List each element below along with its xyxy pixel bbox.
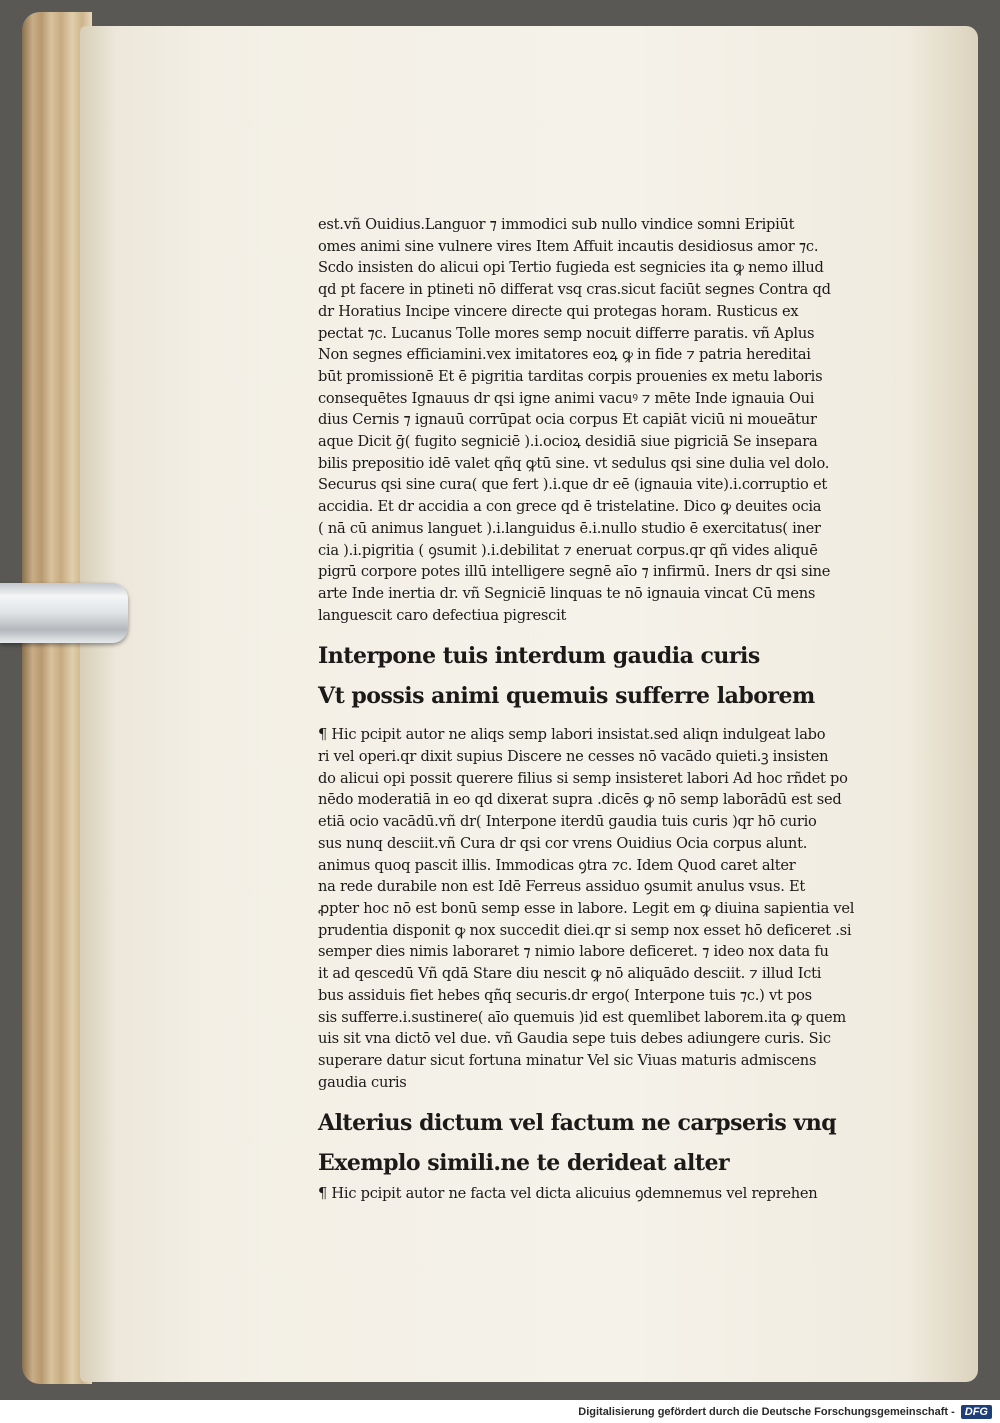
text-line: dr Horatius Incipe vincere directe qui protegas horam. Rusticus ex (318, 302, 799, 320)
text-line: būt promissionē Et ē pigritia tarditas corpis prouenies ex metu laboris (318, 367, 823, 385)
text-line: aque Dicit ḡ( fugito segniciē ).i.ocioꝝ desidiā siue pigriciā Se insepara (318, 433, 818, 451)
commentary-block-1 (318, 214, 918, 626)
text-line: na rede durabile non est Idē Ferreus assiduo ꝯsumit anulus vsus. Et (318, 878, 805, 896)
text-line: gaudia curis (318, 1073, 407, 1091)
text-line: Scdo insisten do alicui opi Tertio fugieda est segnicies ita ꝙ nemo illud (318, 259, 824, 277)
text-line: semper dies nimis laboraret ⁊ nimio labore deficeret. ⁊ ideo nox data fu (318, 943, 829, 961)
text-line: ¶ Hic pcipit autor ne facta vel dicta alicuius ꝯdemnemus vel reprehen (318, 1185, 818, 1203)
text-line: pectat ⁊c. Lucanus Tolle mores semp nocuit differre paratis. vñ Aplus (318, 324, 815, 342)
text-line: bus assiduis fiet hebes qñq securis.dr ergo( Interpone tuis ⁊c.) vt pos (318, 986, 812, 1004)
verse-line: Interpone tuis interdum gaudia curis (318, 643, 760, 670)
text-line: arte Inde inertia dr. vñ Segniciē linquas te nō ignauia vincat Cū mens (318, 584, 816, 602)
footer-bar (0, 1401, 1000, 1423)
text-line: animus quoq pascit illis. Immodicas ꝯtra ⁊c. Idem Quod caret alter (318, 856, 796, 874)
glass-page-clamp (0, 583, 128, 643)
text-line: dius Cernis ⁊ ignauū corrūpat ocia corpus Et capiāt viciū ni moueātur (318, 411, 817, 429)
commentary-block-2 (318, 724, 918, 1093)
text-line: Securus qsi sine cura( que fert ).i.que dr eē (ignauia vite).i.corruptio et (318, 476, 827, 494)
text-line: nēdo moderatiā in eo qd dixerat supra .dicēs ꝙ nō semp laborādū est sed (318, 791, 842, 809)
text-line: superare datur sicut fortuna minatur Vel sic Viuas maturis admiscens (318, 1051, 817, 1069)
text-line: omes animi sine vulnere vires Item Affuit incautis desidiosus amor ⁊c. (318, 237, 819, 255)
verse-line: Vt possis animi quemuis sufferre laborem (318, 683, 815, 710)
text-line: etiā ocio vacādū.vñ dr( Interpone iterdū gaudia tuis curis )qr hō curio (318, 813, 817, 831)
text-line: it ad qescedū Vñ qdā Stare diu nescit ꝙ nō aliquādo desciit. ⁊ illud Icti (318, 965, 822, 983)
verse-line: Alterius dictum vel factum ne carpseris vnq (318, 1110, 837, 1137)
text-line: sus nunq desciit.vñ Cura dr qsi cor vrens Ouidius Ocia corpus alunt. (318, 834, 808, 852)
text-line: Non segnes efficiamini.vex imitatores eoꝝ ꝙ in fide ⁊ patria hereditai (318, 346, 811, 364)
page-text (318, 214, 918, 1205)
text-line: cia ).i.pigritia ( ꝯsumit ).i.debilitat ⁊ eneruat corpus.qr qñ vides aliquē (318, 541, 818, 559)
text-line: sis sufferre.i.sustinere( aīo quemuis )id est quemlibet laborem.ita ꝙ quem (318, 1008, 847, 1026)
text-line: do alicui opi possit querere filius si semp insisteret labori Ad hoc rñdet po (318, 769, 848, 787)
text-line: ( nā cū animus languet ).i.languidus ē.i.nullo studio ē exercitatus( iner (318, 519, 821, 537)
text-line: qd pt facere in ptineti nō differat vsq cras.sicut faciūt segnes Contra qd (318, 281, 831, 299)
verse-block-1 (318, 636, 918, 716)
text-line: bilis prepositio idē valet qñq ꝙtū sine. vt sedulus qsi sine dulia vel dolo. (318, 454, 830, 472)
text-line: ꝓpter hoc nō est bonū semp esse in labore. Legit em ꝙ diuina sapientia vel (318, 899, 855, 917)
verse-line: Exemplo simili.ne te derideat alter (318, 1150, 730, 1177)
footer-credit: Digitalisierung gefördert durch die Deutsche Forschungsgemeinschaft - (578, 1406, 955, 1418)
text-line: ¶ Hic pcipit autor ne aliqs semp labori insistat.sed aliqn indulgeat labo (318, 726, 826, 744)
text-line: uis sit vna dictō vel due. vñ Gaudia sepe tuis debes adiungere curis. Sic (318, 1030, 831, 1048)
text-line: consequētes Ignauus dr qsi igne animi vacuꝰ ⁊ mēte Inde ignauia Oui (318, 389, 815, 407)
text-line: accidia. Et dr accidia a con grece qd ē tristelatine. Dico ꝙ deuites ocia (318, 498, 822, 516)
text-line: ri vel operi.qr dixit supius Discere ne cesses nō vacādo quieti.ꝫ insisten (318, 748, 829, 766)
dfg-logo: DFG (961, 1405, 992, 1419)
commentary-block-3 (318, 1183, 918, 1205)
text-line: est.vñ Ouidius.Languor ⁊ immodici sub nullo vindice somni Eripiūt (318, 216, 795, 233)
verse-block-2 (318, 1103, 918, 1183)
text-line: languescit caro defectiua pigrescit (318, 606, 567, 624)
text-line: prudentia disponit ꝙ nox succedit diei.qr si semp nox esset hō deficeret .si (318, 921, 852, 939)
text-line: pigrū corpore potes illū intelligere segnē aīo ⁊ infirmū. Iners dr qsi sine (318, 563, 831, 581)
